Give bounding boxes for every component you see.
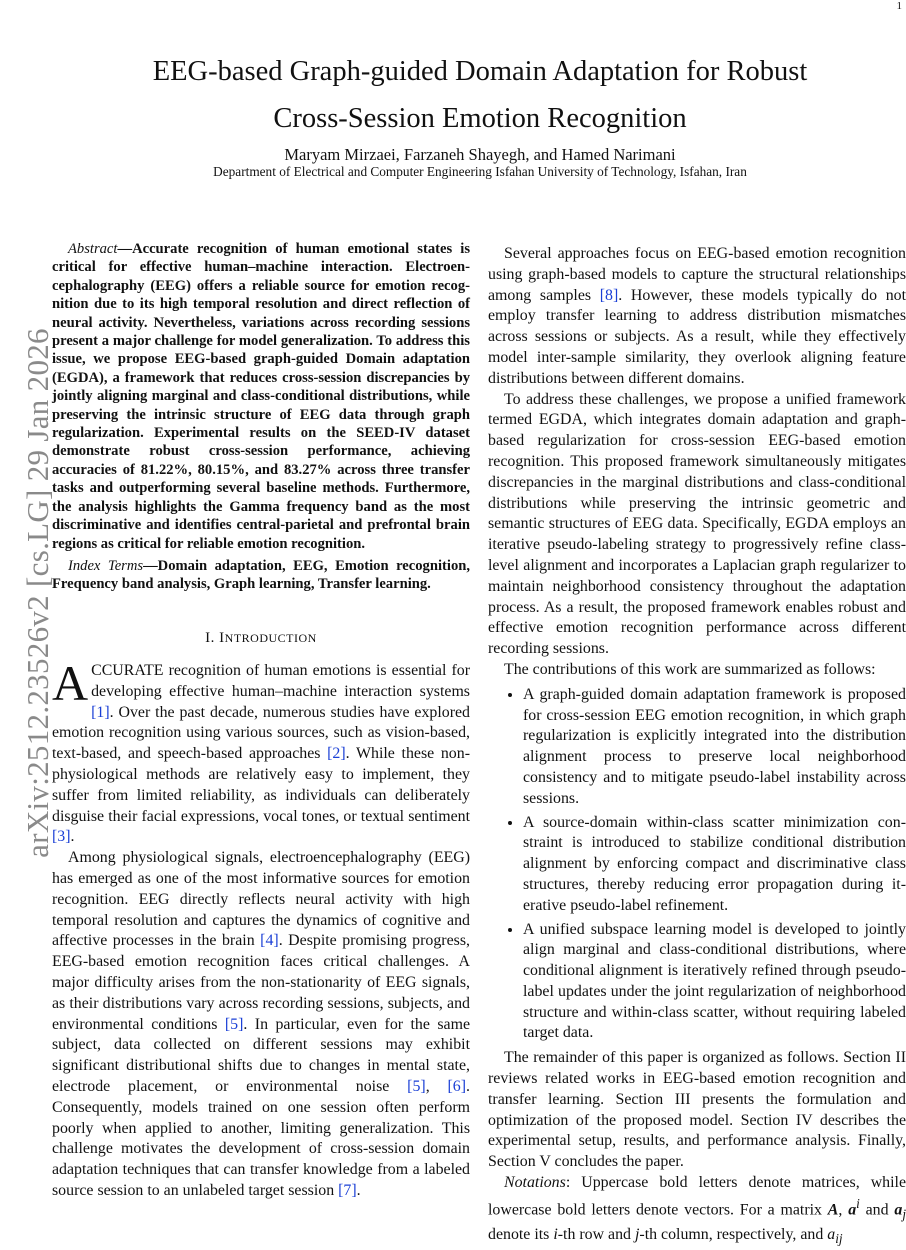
math-bold-symbol: a xyxy=(848,1201,857,1219)
text-run: . In particular, even for the same subject, data collected on different sessions may exhibit significant distributional shifts due to changes in mental state, electrode placement, or environmental noise xyxy=(52,1015,470,1095)
paragraph xyxy=(488,1048,906,1173)
citation-link[interactable]: [5] xyxy=(407,1077,426,1095)
text-run: denote its xyxy=(488,1226,554,1244)
index-terms-text: —Domain adaptation, EEG, Emotion recognition, Frequency band analysis, Graph learning, Transfer learning. xyxy=(52,558,471,593)
title-line-1: EEG-based Graph-guided Domain Adaptation for Robust xyxy=(152,56,808,87)
page-number: 1 xyxy=(896,0,902,12)
math-bold-symbol: A xyxy=(827,1201,839,1219)
affiliation: Department of Electrical and Computer Engineering Isfahan University of Technology, Isfahan, Iran xyxy=(213,164,747,179)
citation-link[interactable]: [2] xyxy=(327,745,346,763)
text-run: , xyxy=(425,1077,448,1095)
text-run: . xyxy=(356,1181,361,1199)
citation-link[interactable]: [1] xyxy=(91,703,110,721)
math-subscript: j xyxy=(902,1206,906,1222)
text-run: Several approaches focus on EEG-based emotion recognition using graph-based models to capture the structural relationships among samples xyxy=(488,245,906,304)
text-run: . Consequently, models trained on one session often perform poorly when applied to another, limiting generalization. This challenge motivates the development of cross-session domain adaptation techniques that can transfer knowledge from a labeled source session to an unlabeled target session xyxy=(52,1077,470,1199)
introduction-left-column xyxy=(52,655,470,1202)
contribution-item: • A source-domain within-class scatter minimization constraint is introduced to stabilize conditional distribution alignment by enforcing compact and discriminative class structures, thereby reducing error propagation during iterative pseudo-label refinement. xyxy=(523,813,906,917)
text-run: The remainder of this paper is organized as follows. Section II reviews related works in EEG-based emotion recognition and transfer learning. Section III presents the formulation and optimization of the proposed model. Section IV describes the experimental setup, results, and performance analysis. Finally, Section V concludes the paper. xyxy=(488,1049,906,1171)
math-superscript: i xyxy=(856,1195,860,1211)
drop-cap: A xyxy=(52,655,89,711)
math-symbol: a xyxy=(827,1226,836,1244)
italic-text: Notations xyxy=(504,1174,566,1192)
math-subscript: ij xyxy=(835,1231,843,1247)
text-run: -th row and xyxy=(557,1226,635,1244)
section-number: I. xyxy=(205,630,220,646)
paragraph xyxy=(488,390,906,660)
title-line-2: Cross-Session Emotion Recognition xyxy=(273,103,687,134)
contribution-item: • A graph-guided domain adaptation framework is proposed for cross-session EEG emotion recognition, in which graph regularization is explicitly integrated into the distribution alignment process to preserve local neighborhood consistency and to mitigate pseudo-label instability across sessions. xyxy=(523,685,906,810)
abstract xyxy=(52,240,470,553)
paragraph xyxy=(52,848,470,1202)
abstract-label: Abstract xyxy=(68,241,118,257)
index-terms xyxy=(52,557,470,594)
authors: Maryam Mirzaei, Farzaneh Shayegh, and Hamed Narimani xyxy=(284,145,676,164)
citation-link[interactable]: [5] xyxy=(224,1015,244,1033)
math-symbol: j xyxy=(634,1226,640,1244)
text-run: . However, these models typically do not employ transfer learning to address distribution mismatches across sessions or subjects. As a result, while they effectively model inter-sample similarity, they overlook aligning feature distributions between different domains. xyxy=(488,286,906,387)
text-run: -th column, respectively, and xyxy=(639,1226,828,1244)
text-run: The contributions of this work are summarized as follows: xyxy=(504,660,876,678)
text-run: . xyxy=(70,828,75,846)
text-run: and xyxy=(859,1201,895,1219)
citation-link[interactable]: [7] xyxy=(338,1181,357,1199)
arxiv-identifier-sidebar: arXiv:2512.23526v2 [cs.LG] 29 Jan 2026 xyxy=(20,328,55,858)
paragraph xyxy=(488,660,906,681)
citation-link[interactable]: [4] xyxy=(260,932,279,950)
index-terms-label: Index Terms xyxy=(68,558,144,574)
text-run: . While these non-physiological methods are relatively easy to implement, they suffer from limited reliability, as individuals can deliberately disguise their facial expressions, vocal tones, or textual sentiment xyxy=(52,745,470,825)
paragraph xyxy=(488,244,906,390)
text-run: : Uppercase bold letters denote matrices, while lowercase bold letters denote vectors. For a matrix xyxy=(488,1174,906,1219)
contribution-item: • A unified subspace learning model is developed to jointly align marginal and class-conditional distributions, where conditional alignment is iteratively refined through pseudo-label updates under the joint regularization of neighborhood structure and within-class scatter, without requiring labeled target data. xyxy=(523,920,906,1045)
math-bold-symbol: a xyxy=(894,1201,903,1219)
math-symbol: i xyxy=(553,1226,558,1244)
text-run: CCURATE recognition of human emotions is essential for developing effective human–machine interaction systems xyxy=(91,662,470,700)
paper-title xyxy=(60,48,900,142)
introduction-right-column xyxy=(488,244,906,1250)
text-run: . Despite promising progress, EEG-based emotion recognition faces critical challenges. A major difficulty arises from the non-stationarity of EEG signals, as their distributions vary across recording sessions, subjects, and environmental conditions xyxy=(52,932,470,1033)
text-run: Among physiological signals, electroencephalography (EEG) has emerged as one of the most informative sources for emotion recognition. EEG directly reflects neural activity with high temporal resolution and captures the dynamics of cognitive and affective processes in the brain xyxy=(52,849,470,950)
text-run: . Over the past decade, numerous studies have explored emotion recognition using various sources, such as vision-based, text-based, and speech-based approaches xyxy=(52,703,470,763)
citation-link[interactable]: [8] xyxy=(599,286,619,304)
paragraph xyxy=(52,655,470,848)
text-run: To address these challenges, we propose a unified framework termed EGDA, which integrates domain adaptation and graph-based regularization for cross-session EEG-based emotion recognition. This proposed framework simultaneously mitigates discrepancies in the marginal distributions and class-conditional distributions while preserving the intrinsic geometric and semantic structures of EEG data. Specifically, EGDA employs an iterative pseudo-labeling strategy to progressively refine class-level alignment and incorporates a Laplacian graph regularizer to maintain neighborhood consistency throughout the adaptation process. As a result, the proposed framework enables robust and effective emotion recognition performance across different recording sessions. xyxy=(488,390,906,658)
text-run: , xyxy=(838,1201,849,1219)
abstract-text: —Accurate recognition of human emotional states is critical for effective human–machine interaction. Electroencephalography (EEG) offers a reliable source for emotion recognition due to its high temporal resolution and direct reflection of neural activity. Nevertheless, variations across recording sessions present a major challenge for model generalization. To address this issue, we propose EEG-based graph-guided Domain adaptation (EGDA), a framework that reduces cross-session discrepancies by jointly aligning marginal and class-conditional distributions, while preserving the intrinsic structure of EEG data through graph regularization. Experimental results on the SEED-IV dataset demonstrate robust cross-session performance, achieving accuracies of 81.22%, 80.15%, and 83.27% across three transfer tasks and outperforming several baseline methods. Furthermore, the analysis highlights the Gamma frequency band as the most discriminative and identifies central-parietal and prefrontal brain regions as critical for reliable emotion recognition. xyxy=(52,241,470,552)
paragraph xyxy=(488,1173,906,1250)
citation-link[interactable]: [6] xyxy=(447,1077,467,1095)
contributions-list xyxy=(488,685,906,1045)
section-title-first: I xyxy=(219,630,225,646)
section-heading-introduction xyxy=(52,630,470,647)
citation-link[interactable]: [3] xyxy=(52,828,71,846)
section-title-rest: NTRODUCTION xyxy=(224,631,317,645)
